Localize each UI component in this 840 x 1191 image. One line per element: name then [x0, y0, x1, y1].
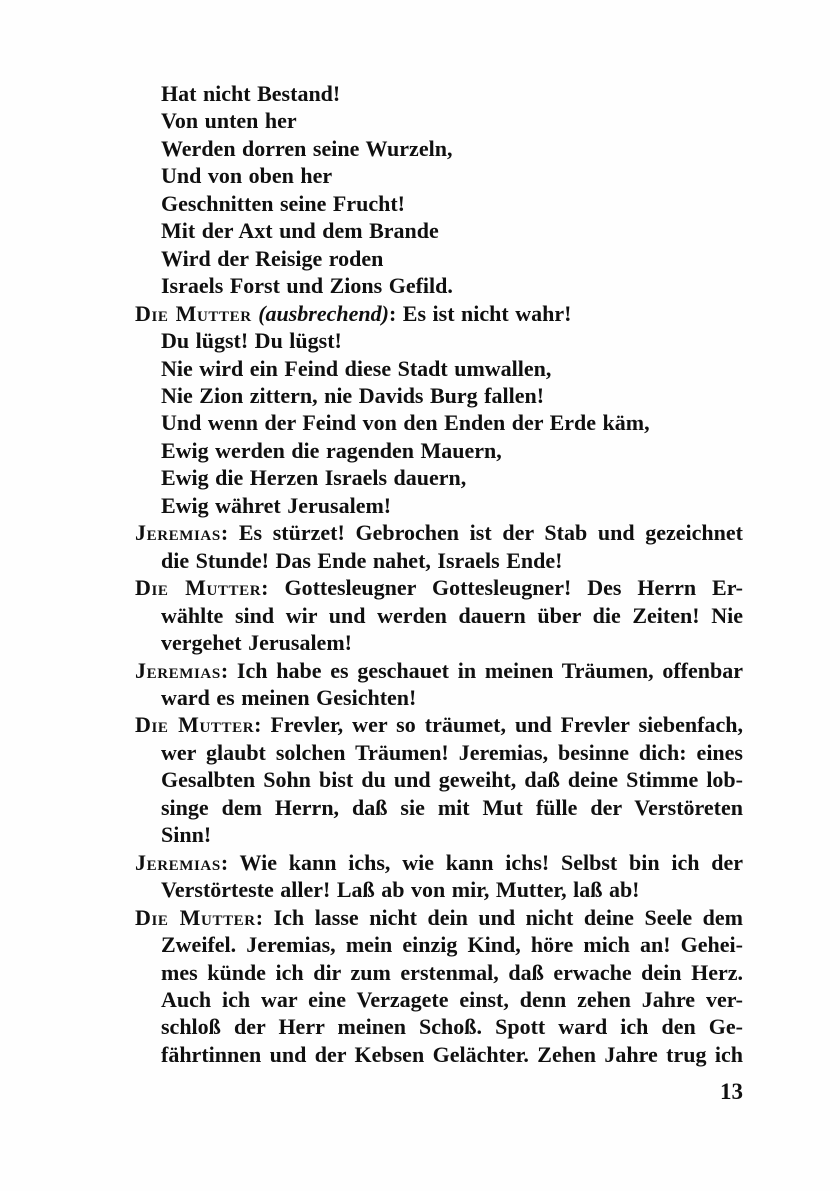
line-text: Nie Zion zittern, nie Davids Burg fallen! — [161, 382, 545, 408]
line-text: Zweifel. Jeremias, mein einzig Kind, höre mich an! Gehei- — [161, 932, 743, 958]
line-text: Auch ich war eine Verzagete einst, denn zehen Jahre ver- — [161, 986, 743, 1012]
verse-line — [135, 217, 743, 244]
verse-line — [135, 409, 743, 436]
line-text: mes künde ich dir zum erstenmal, daß erwache dein Herz. — [161, 959, 743, 985]
verse-line — [135, 245, 743, 272]
line-text: wer glaubt solchen Träumen! Jeremias, besinne dich: eines — [161, 739, 743, 765]
speaker-name: Die Mutter — [135, 712, 255, 738]
line-text: Ewig werden die ragenden Mauern, — [161, 437, 502, 463]
dialogue-line — [135, 657, 743, 684]
dialogue-line — [135, 904, 743, 931]
line-text: : Frevler, wer so träumet, und Frevler siebenfach, — [254, 712, 743, 738]
continuation-line — [135, 1013, 743, 1040]
line-text: Und wenn der Feind von den Enden der Erde käm, — [161, 410, 650, 436]
verse-line — [135, 327, 743, 354]
book-page-text-block — [135, 80, 743, 1068]
line-text: Du lügst! Du lügst! — [161, 328, 342, 354]
line-text: schloß der Herr meinen Schoß. Spott ward ich den Ge- — [161, 1014, 743, 1040]
line-text: die Stunde! Das Ende nahet, Israels Ende! — [161, 547, 563, 573]
speaker-name: Jeremias — [135, 657, 221, 683]
line-text: Verstörteste aller! Laß ab von mir, Mutter, laß ab! — [161, 877, 640, 903]
line-text: Israels Forst und Zions Gefild. — [161, 273, 453, 299]
line-text: : Es ist nicht wahr! — [388, 300, 572, 326]
continuation-line — [135, 794, 743, 821]
line-text: Gesalbten Sohn bist du und geweiht, daß deine Stimme lob- — [161, 767, 743, 793]
line-text: Von unten her — [161, 108, 297, 134]
verse-line — [135, 135, 743, 162]
verse-line — [135, 437, 743, 464]
line-text: Hat nicht Bestand! — [161, 81, 341, 106]
continuation-line — [135, 766, 743, 793]
continuation-line — [135, 959, 743, 986]
line-text: : Wie kann ichs, wie kann ichs! Selbst bin ich der — [220, 849, 743, 875]
speaker-name: Die Mutter — [135, 300, 252, 326]
line-text: Und von oben her — [161, 163, 333, 189]
speaker-name: Die Mutter — [135, 904, 256, 930]
line-text: Werden dorren seine Wurzeln, — [161, 135, 453, 161]
line-text: Wird der Reisige roden — [161, 245, 384, 271]
speaker-name: Jeremias — [135, 520, 221, 546]
verse-line — [135, 464, 743, 491]
verse-line — [135, 190, 743, 217]
verse-line — [135, 355, 743, 382]
verse-line — [135, 382, 743, 409]
continuation-line — [135, 986, 743, 1013]
verse-line — [135, 272, 743, 299]
continuation-line — [135, 602, 743, 629]
continuation-line — [135, 629, 743, 656]
verse-line — [135, 162, 743, 189]
line-text: : Ich lasse nicht dein und nicht deine Seele dem — [255, 904, 743, 930]
verse-line — [135, 492, 743, 519]
continuation-line — [135, 1041, 743, 1068]
line-text: vergehet Jerusalem! — [161, 630, 352, 656]
dialogue-line — [135, 519, 743, 546]
line-text: : Gottesleugner Gottesleugner! Des Herrn Er- — [261, 575, 743, 601]
line-text: wählte sind wir und werden dauern über die Zeiten! Nie — [161, 602, 743, 628]
continuation-line — [135, 684, 743, 711]
line-text: Sinn! — [161, 822, 212, 848]
continuation-line — [135, 821, 743, 848]
verse-line — [135, 80, 743, 107]
continuation-line — [135, 739, 743, 766]
line-text: Ewig währet Jerusalem! — [161, 492, 392, 518]
speaker-name: Jeremias — [135, 849, 221, 875]
dialogue-line — [135, 711, 743, 738]
continuation-line — [135, 931, 743, 958]
line-text: fährtinnen und der Kebsen Gelächter. Zehen Jahre trug ich — [161, 1041, 743, 1067]
line-text: Mit der Axt und dem Brande — [161, 218, 439, 244]
stage-direction: (ausbrechend) — [251, 300, 389, 326]
line-text: singe dem Herrn, daß sie mit Mut fülle der Verstöreten — [161, 794, 743, 820]
line-text: Ewig die Herzen Israels dauern, — [161, 465, 467, 491]
line-text: : Es stürzet! Gebrochen ist der Stab und gezeichnet — [220, 520, 743, 546]
line-text: Geschnitten seine Frucht! — [161, 190, 405, 216]
continuation-line — [135, 876, 743, 903]
page-number: 13 — [720, 1079, 743, 1104]
line-text: : Ich habe es geschauet in meinen Träumen, offenbar — [220, 657, 743, 683]
continuation-line — [135, 547, 743, 574]
dialogue-line — [135, 300, 743, 327]
line-text: ward es meinen Gesichten! — [161, 684, 417, 710]
line-text: Nie wird ein Feind diese Stadt umwallen, — [161, 355, 552, 381]
dialogue-line — [135, 574, 743, 601]
dialogue-line — [135, 849, 743, 876]
speaker-name: Die Mutter — [135, 575, 262, 601]
verse-line — [135, 107, 743, 134]
